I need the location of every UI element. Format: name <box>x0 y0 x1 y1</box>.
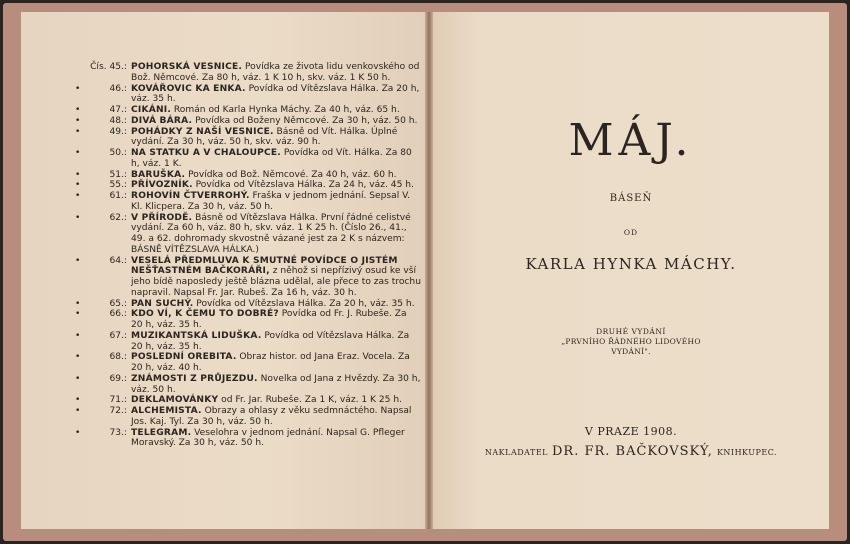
entry-title: MUZIKANTSKÁ LIDUŠKA. <box>131 330 262 341</box>
catalog-entry <box>61 191 421 213</box>
edition-line-2: „PRVNÍHO ŘÁDNÉHO LIDOVÉHO <box>561 337 701 346</box>
publisher-name: DR. FR. BAČKOVSKÝ, <box>552 444 713 459</box>
entry-description: Veselohra v jednom jednání. Napsal G. Pfleger Moravský. Za 30 h, váz. 50 h. <box>131 427 405 449</box>
entry-number: Čís. 45.: <box>90 62 127 72</box>
entry-description: Obraz histor. od Jana Eraz. Vocela. Za 20 h, váz. 40 h. <box>131 352 410 373</box>
entry-text <box>131 180 421 191</box>
entry-description: Novelka od Jana z Hvězdy. Za 30 h, váz. 50 h. <box>131 373 421 395</box>
entry-title: POHÁDKY Z NAŠÍ VESNICE. <box>131 126 274 137</box>
publisher-line <box>433 444 829 459</box>
entry-description: Fraška v jednom jednání. Sepsal V. Kl. Klicpera. Za 30 h, váz. 50 h. <box>131 191 411 212</box>
title-page <box>433 12 829 529</box>
entry-description: Povídka od Bož. Němcové. Za 40 h, váz. 60 h. <box>185 169 397 180</box>
entry-number: • 72.: <box>75 406 127 416</box>
entry-number: • 49.: <box>75 126 127 137</box>
edition-line-1: DRUHÉ VYDÁNÍ <box>596 327 666 336</box>
entry-number: • 66.: <box>75 309 127 320</box>
city-year: V PRAZE 1908. <box>584 425 678 438</box>
catalog-entry <box>61 105 421 116</box>
entry-text <box>131 406 421 428</box>
catalog-entry <box>61 299 421 310</box>
book-title: MÁJ. <box>568 115 694 166</box>
entry-title: V PŘÍRODĚ. <box>131 212 193 223</box>
open-book <box>3 3 847 541</box>
catalog-entry <box>61 180 421 191</box>
book-gutter <box>425 12 433 529</box>
entry-text <box>131 213 421 256</box>
entry-title: TELEGRAM. <box>131 427 192 438</box>
entry-title: CIKÁNI. <box>131 105 171 115</box>
entry-description: Povídka od Vítězslava Hálka. Za 20 h, váz. 35 h. <box>131 330 410 352</box>
entry-number: • 48.: <box>75 115 127 126</box>
entry-number: • 65.: <box>75 298 127 309</box>
entry-description: od Fr. Jar. Rubeše. Za 1 K, váz. 1 K 25 h. <box>218 395 403 406</box>
entry-number: • 46.: <box>75 83 127 94</box>
catalog-entry <box>61 84 421 106</box>
catalog-entry <box>61 406 421 428</box>
entry-text <box>131 127 421 149</box>
catalog-entry <box>61 127 421 149</box>
entry-number: • 61.: <box>75 191 127 201</box>
entry-text <box>131 62 421 84</box>
entry-title: POHORSKÁ VESNICE. <box>131 62 243 72</box>
catalog-entry <box>61 395 421 406</box>
book-subtitle: BÁSEŇ <box>609 193 653 204</box>
entry-text <box>131 309 421 331</box>
edition-line-3: VYDÁNÍ". <box>611 347 651 356</box>
entry-description: Obrazy a ohlasy z věku sedmnáctého. Napsal Jos. Kaj. Tyl. Za 30 h, váz. 50 h. <box>131 406 412 427</box>
by-word: OD <box>623 228 639 237</box>
entry-description: Povídka od Vítězslava Hálka. Za 24 h, váz. 45 h. <box>192 180 414 191</box>
entry-description: Povídka od Boženy Němcové. Za 30 h, váz. 50 h. <box>192 115 418 126</box>
entry-text <box>131 352 421 374</box>
entry-number: • 73.: <box>75 427 127 438</box>
catalog-entry <box>61 116 421 127</box>
catalog-entry <box>61 148 421 170</box>
entry-title: ALCHEMISTA. <box>131 406 202 416</box>
catalog-entry <box>61 309 421 331</box>
catalog-entry <box>61 256 421 299</box>
entry-text <box>131 148 421 170</box>
entry-title: POSLEDNÍ OREBITA. <box>131 352 237 363</box>
entry-number: • 47.: <box>75 105 127 115</box>
publisher-suffix: KNIHKUPEC. <box>716 448 778 457</box>
entry-description: Básně od Vítězslava Hálka. První řádné celistvé vydání. Za 60 h, váz. 80 h, skv. váz. 1 K 25 h. (Číslo 26., 41., 49. a 62. dohromady skvostně vázané jest za 2 K s názvem: BÁSNĚ VÍTĚZSLAVA HÁLKA.) <box>131 212 411 255</box>
catalog-list <box>61 62 421 449</box>
entry-text <box>131 170 421 181</box>
entry-number: • 64.: <box>75 255 127 266</box>
entry-title: DEKLAMOVÁNKY <box>131 395 219 406</box>
entry-description: Povídka od Vítězslava Hálka. Za 20 h, váz. 35 h. <box>193 298 415 309</box>
entry-number: • 68.: <box>75 352 127 363</box>
entry-description: Povídka od Vítězslava Hálka. Za 20 h, váz. 35 h. <box>131 83 420 105</box>
right-page <box>433 12 829 529</box>
entry-title: PAN SUCHÝ. <box>131 298 194 309</box>
entry-description: Román od Karla Hynka Máchy. Za 40 h, váz. 65 h. <box>171 105 400 115</box>
entry-text <box>131 299 421 310</box>
entry-title: PŘÍVOZNÍK. <box>131 180 193 191</box>
entry-title: ZNÁMOSTI Z PRŮJEZDU. <box>131 373 258 384</box>
entry-text <box>131 374 421 396</box>
entry-number: • 69.: <box>75 373 127 384</box>
entry-text <box>131 256 421 299</box>
entry-text <box>131 191 421 213</box>
catalog-entry <box>61 374 421 396</box>
catalog-entry <box>61 352 421 374</box>
entry-title: ROHOVÍN ČTVERROHÝ. <box>131 191 250 201</box>
entry-description: z něhož si nepřízivý osud ke vší jeho bídě naposledy ještě blázna udělal, ale přece to zas trochu napravil. Napsal Fr. Jar. Rubeš. Za 16 h, váz. 30 h. <box>131 266 421 298</box>
entry-title: NA STATKU A V CHALOUPCE. <box>131 148 281 158</box>
entry-number: • 51.: <box>75 169 127 180</box>
entry-title: VESELÁ PŘEDMLUVA K SMUTNÉ POVÍDCE O JISTÉM NEŠŤASTNÉM BAČKORÁŘI, <box>131 255 398 277</box>
entry-number: • 67.: <box>75 330 127 341</box>
catalog-entry <box>61 428 421 450</box>
entry-text <box>131 105 421 116</box>
entry-title: KDO VÍ, K ČEMU TO DOBRÉ? <box>131 309 279 320</box>
entry-description: Básně od Vít. Hálka. Úplné vydání. Za 30 h, váz. 50 h, skv. váz. 90 h. <box>131 126 398 148</box>
catalog-entry <box>61 213 421 256</box>
catalog-entry <box>61 331 421 353</box>
catalog-entry <box>61 170 421 181</box>
entry-number: • 62.: <box>75 212 127 223</box>
author-name: KARLA HYNKA MÁCHY. <box>525 255 737 273</box>
entry-description: Povídka od Vít. Hálka. Za 80 h, váz. 1 K. <box>131 148 412 169</box>
entry-number: • 55.: <box>75 180 127 191</box>
entry-title: KOVÁŘOVIC KA ENKA. <box>131 83 246 94</box>
entry-text <box>131 395 421 406</box>
entry-number: • 50.: <box>75 148 127 158</box>
entry-description: Povídka ze života lidu venkovského od Bož. Němcové. Za 80 h, váz. 1 K 10 h, skv. váz. 1 K 50 h. <box>131 62 420 83</box>
entry-number: • 71.: <box>75 395 127 406</box>
entry-title: BARUŠKA. <box>131 169 186 180</box>
entry-text <box>131 331 421 353</box>
entry-text <box>131 116 421 127</box>
entry-title: DIVÁ BÁRA. <box>131 115 193 126</box>
catalog-entry <box>61 62 421 84</box>
entry-text <box>131 428 421 450</box>
publisher-prefix: NAKLADATEL <box>484 448 548 457</box>
entry-description: Povídka od Fr. J. Rubeše. Za 20 h, váz. 35 h. <box>131 309 407 330</box>
entry-text <box>131 84 421 106</box>
left-page <box>21 12 425 529</box>
